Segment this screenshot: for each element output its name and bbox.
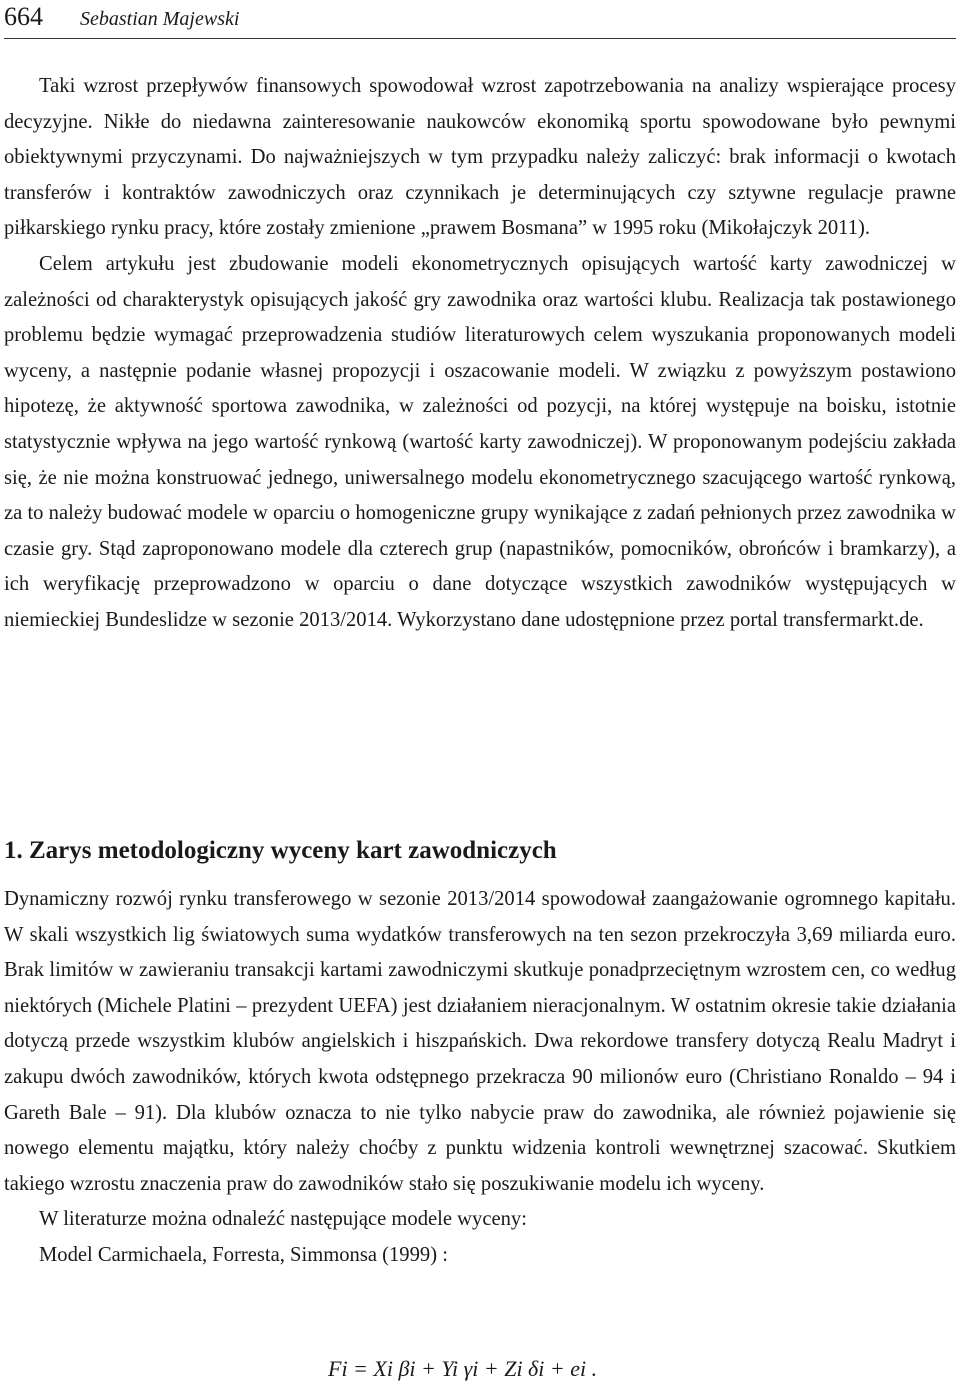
section-paragraph-2: W literaturze można odnaleźć następujące modele wyceny: — [39, 1208, 527, 1231]
running-header-author: Sebastian Majewski — [80, 8, 240, 30]
running-header — [4, 0, 956, 39]
section-heading: 1. Zarys metodologiczny wyceny kart zawodniczych — [4, 837, 557, 864]
model-formula: Fi = Xi βi + Yi γi + Zi δi + ei . — [328, 1356, 598, 1381]
section-paragraph-1: Dynamiczny rozwój rynku transferowego w sezonie 2013/2014 spowodował zaangażowanie ogromnego kapitału. W skali wszystkich lig światowych suma wydatków transferowych na ten sezon przekroczyła 3,69 miliarda euro. Brak limitów w zawieraniu transakcji kartami zawodniczymi skutkuje ponadprzeciętnym wzrostem cen, co według niektórych (Michele Platini – prezydent UEFA) jest działaniem nieracjonalnym. W ostatnim okresie takie działania dotyczą przede wszystkim klubów angielskich i hiszpańskich. Dwa rekordowe transfery dotyczą Realu Madryt i zakupu dwóch zawodników, których kwota odstępnego przekracza 90 milionów euro (Christiano Ronaldo – 94 i Gareth Bale – 91). Dla klubów oznacza to nie tylko nabycie praw do zawodnika, ale również pojawienie się nowego elementu majątku, który należy choćby z punktu widzenia kontroli wewnętrznej szacować. Skutkiem takiego wzrostu znaczenia praw do zawodników stało się poszukiwanie modelu ich wyceny. — [4, 888, 956, 1195]
intro-paragraph-2: Celem artykułu jest zbudowanie modeli ekonometrycznych opisujących wartość karty zawodniczej w zależności od charakterystyk opisujących jakość gry zawodnika oraz wartości klubu. Realizacja tak postawionego problemu będzie wymagać przeprowadzenia studiów literaturowych celem wyszukania proponowanych modeli wyceny, a następnie podanie własnej propozycji i oszacowanie modeli. W związku z powyższym postawiono hipotezę, że aktywność sportowa zawodnika, w zależności od pozycji, na której występuje na boisku, istotnie statystycznie wpływa na jego wartość rynkową (wartość karty zawodniczej). W proponowanym podejściu zakłada się, że nie można konstruować jednego, uniwersalnego modelu ekonometrycznego szacującego wartość rynkową, za to należy budować modele w oparciu o homogeniczne grupy wynikające z zadań pełnionych przez zawodnika w czasie gry. Stąd zaproponowano modele dla czterech grup (napastników, pomocników, obrońców i bramkarzy), a ich weryfikację przeprowadzono w oparciu o dane dotyczące wszystkich zawodników występujących w niemieckiej Bundeslidze w sezonie 2013/2014. Wykorzystano dane udostępnione przez portal transfermarkt.de. — [4, 252, 956, 631]
intro-text — [4, 69, 956, 639]
page-number: 664 — [4, 2, 43, 31]
intro-paragraph-1: Taki wzrost przepływów finansowych spowodował wzrost zapotrzebowania na analizy wspierające procesy decyzyjne. Nikłe do niedawna zainteresowanie naukowców ekonomiką sportu spowodowane było pewnymi obiektywnymi przyczynami. Do najważniejszych w tym przypadku należy zaliczyć: brak informacji o kwotach transferów i kontraktów zawodniczych oraz czynnikach je determinujących czy sztywne regulacje prawne piłkarskiego rynku pracy, które zostały zmienione „prawem Bosmana” w 1995 roku (Mikołajczyk 2011). — [4, 75, 956, 240]
section-text — [4, 882, 956, 1274]
section-paragraph-3: Model Carmichaela, Forresta, Simmonsa (1999) : — [39, 1243, 448, 1266]
